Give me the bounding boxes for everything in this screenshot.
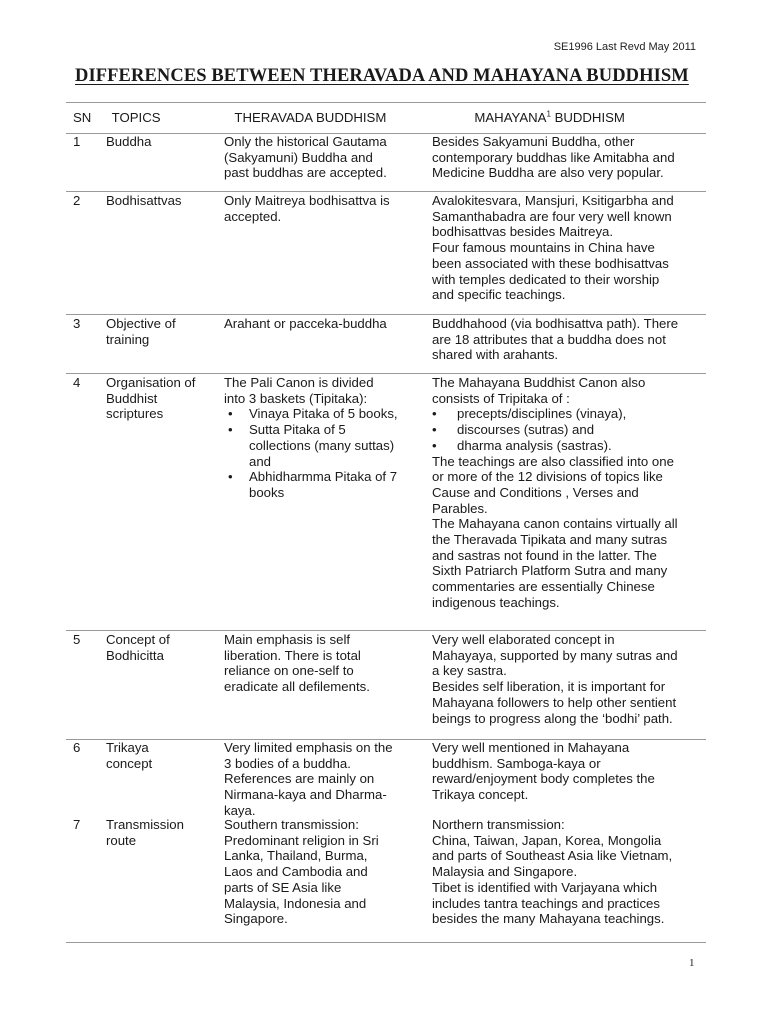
row-theravada: Only the historical Gautama (Sakyamuni) Buddha and past buddhas are accepted.: [224, 134, 387, 181]
row-theravada: Only Maitreya bodhisattva is accepted.: [224, 193, 390, 224]
header-topics: TOPICS: [111, 110, 161, 126]
table-row: [66, 631, 706, 739]
mahayana-outro: The teachings are also classified into one or more of the 12 divisions of topics like Cause and Conditions , Verses and Parables. The Mahayana canon contains virtually all the Theravada Tipikata and many sutras and sastras not found in the latter. The Sixth Patriarch Platform Sutra and many commentaries are essentially Chinese indigenous teachings.: [432, 453, 678, 610]
row-sn: 3: [73, 316, 81, 331]
row-theravada: Arahant or pacceka-buddha: [224, 316, 387, 331]
table-bottom-border: [66, 942, 706, 943]
row-theravada: [224, 375, 428, 501]
table-row: [66, 134, 706, 191]
list-item: • Sutta Pitaka of 5 collections (many suttas) and: [249, 422, 424, 469]
document-reference: SE1996 Last Revd May 2011: [553, 41, 696, 53]
header-sn: SN: [73, 110, 92, 126]
header-mahayana-word: MAHAYANA: [474, 110, 547, 126]
table-row: [66, 374, 706, 630]
list-item: • Vinaya Pitaka of 5 books,: [249, 406, 424, 422]
row-mahayana: Buddhahood (via bodhisattva path). There are 18 attributes that a buddha does not shared with arahants.: [432, 316, 679, 363]
row-topic: Transmission route: [106, 817, 184, 848]
row-sn: 6: [73, 740, 81, 755]
row-sn: 5: [73, 632, 81, 647]
row-topic: Concept of Bodhicitta: [106, 632, 170, 663]
row-sn: 7: [73, 817, 81, 832]
row-mahayana: Very well elaborated concept in Mahayaya, supported by many sutras and a key sastra. Besides self liberation, it is important for Mahayana followers to help other sentient beings to progress along the ‘bodhi’ path.: [432, 632, 678, 726]
header-mahayana-suffix: BUDDHISM: [550, 110, 625, 126]
row-theravada: Southern transmission: Predominant religion in Sri Lanka, Thailand, Burma, Laos and Cambodia and parts of SE Asia like Malaysia, Indonesia and Singapore.: [224, 817, 379, 927]
row-theravada: Main emphasis is self liberation. There is total reliance on one-self to eradicate all defilements.: [224, 632, 370, 695]
table-row: [66, 740, 706, 817]
row-topic: Organisation of Buddhist scriptures: [106, 375, 196, 422]
row-topic: Buddha: [106, 134, 152, 149]
table-header-row: [66, 103, 706, 133]
row-theravada: Very limited emphasis on the 3 bodies of a buddha. References are mainly on Nirmana-kaya and Dharma- kaya.: [224, 740, 393, 818]
list-item: • dharma analysis (sastras).: [453, 438, 702, 454]
row-sn: 1: [73, 134, 81, 149]
row-mahayana: Very well mentioned in Mahayana buddhism. Samboga-kaya or reward/enjoyment body completes the Trikaya concept.: [432, 740, 655, 803]
list-item: • Abhidharmma Pitaka of 7 books: [249, 469, 424, 500]
row-mahayana: Avalokitesvara, Mansjuri, Ksitigarbha and Samanthabadra are four very well known bodhisattvas besides Maitreya. Four famous mountains in China have been associated with these bodhisattvas with temples dedicated to their worship and specific teachings.: [432, 193, 674, 303]
table-row: [66, 315, 706, 373]
row-mahayana: Besides Sakyamuni Buddha, other contemporary buddhas like Amitabha and Medicine Buddha are also very popular.: [432, 134, 675, 181]
row-sn: 4: [73, 375, 81, 390]
header-theravada: THERAVADA BUDDHISM: [234, 110, 387, 126]
row-mahayana: [428, 375, 706, 611]
list-item: • precepts/disciplines (vinaya),: [453, 406, 702, 422]
row-sn: 2: [73, 193, 81, 208]
page-title: DIFFERENCES BETWEEN THERAVADA AND MAHAYANA BUDDHISM: [75, 66, 689, 86]
list-item: • discourses (sutras) and: [453, 422, 702, 438]
comparison-table: [66, 102, 706, 931]
table-row: [66, 817, 706, 931]
footnote-marker: 1: [546, 109, 551, 119]
row-mahayana: Northern transmission: China, Taiwan, Japan, Korea, Mongolia and parts of Southeast Asia like Vietnam, Malaysia and Singapore. Tibet is identified with Varjayana which includes tantra teachings and practices besides the many Mahayana teachings.: [432, 817, 673, 927]
row-topic: Trikaya concept: [106, 740, 153, 771]
row-topic: Objective of training: [106, 316, 176, 347]
theravada-intro: The Pali Canon is divided into 3 baskets (Tipitaka):: [224, 375, 374, 406]
mahayana-intro: The Mahayana Buddhist Canon also consists of Tripitaka of :: [432, 375, 646, 406]
mahayana-bullet-list: [428, 406, 702, 453]
row-topic: Bodhisattvas: [106, 193, 182, 208]
header-mahayana: [430, 110, 706, 126]
table-row: [66, 192, 706, 314]
page-number: 1: [689, 957, 695, 969]
theravada-bullet-list: [224, 406, 424, 500]
